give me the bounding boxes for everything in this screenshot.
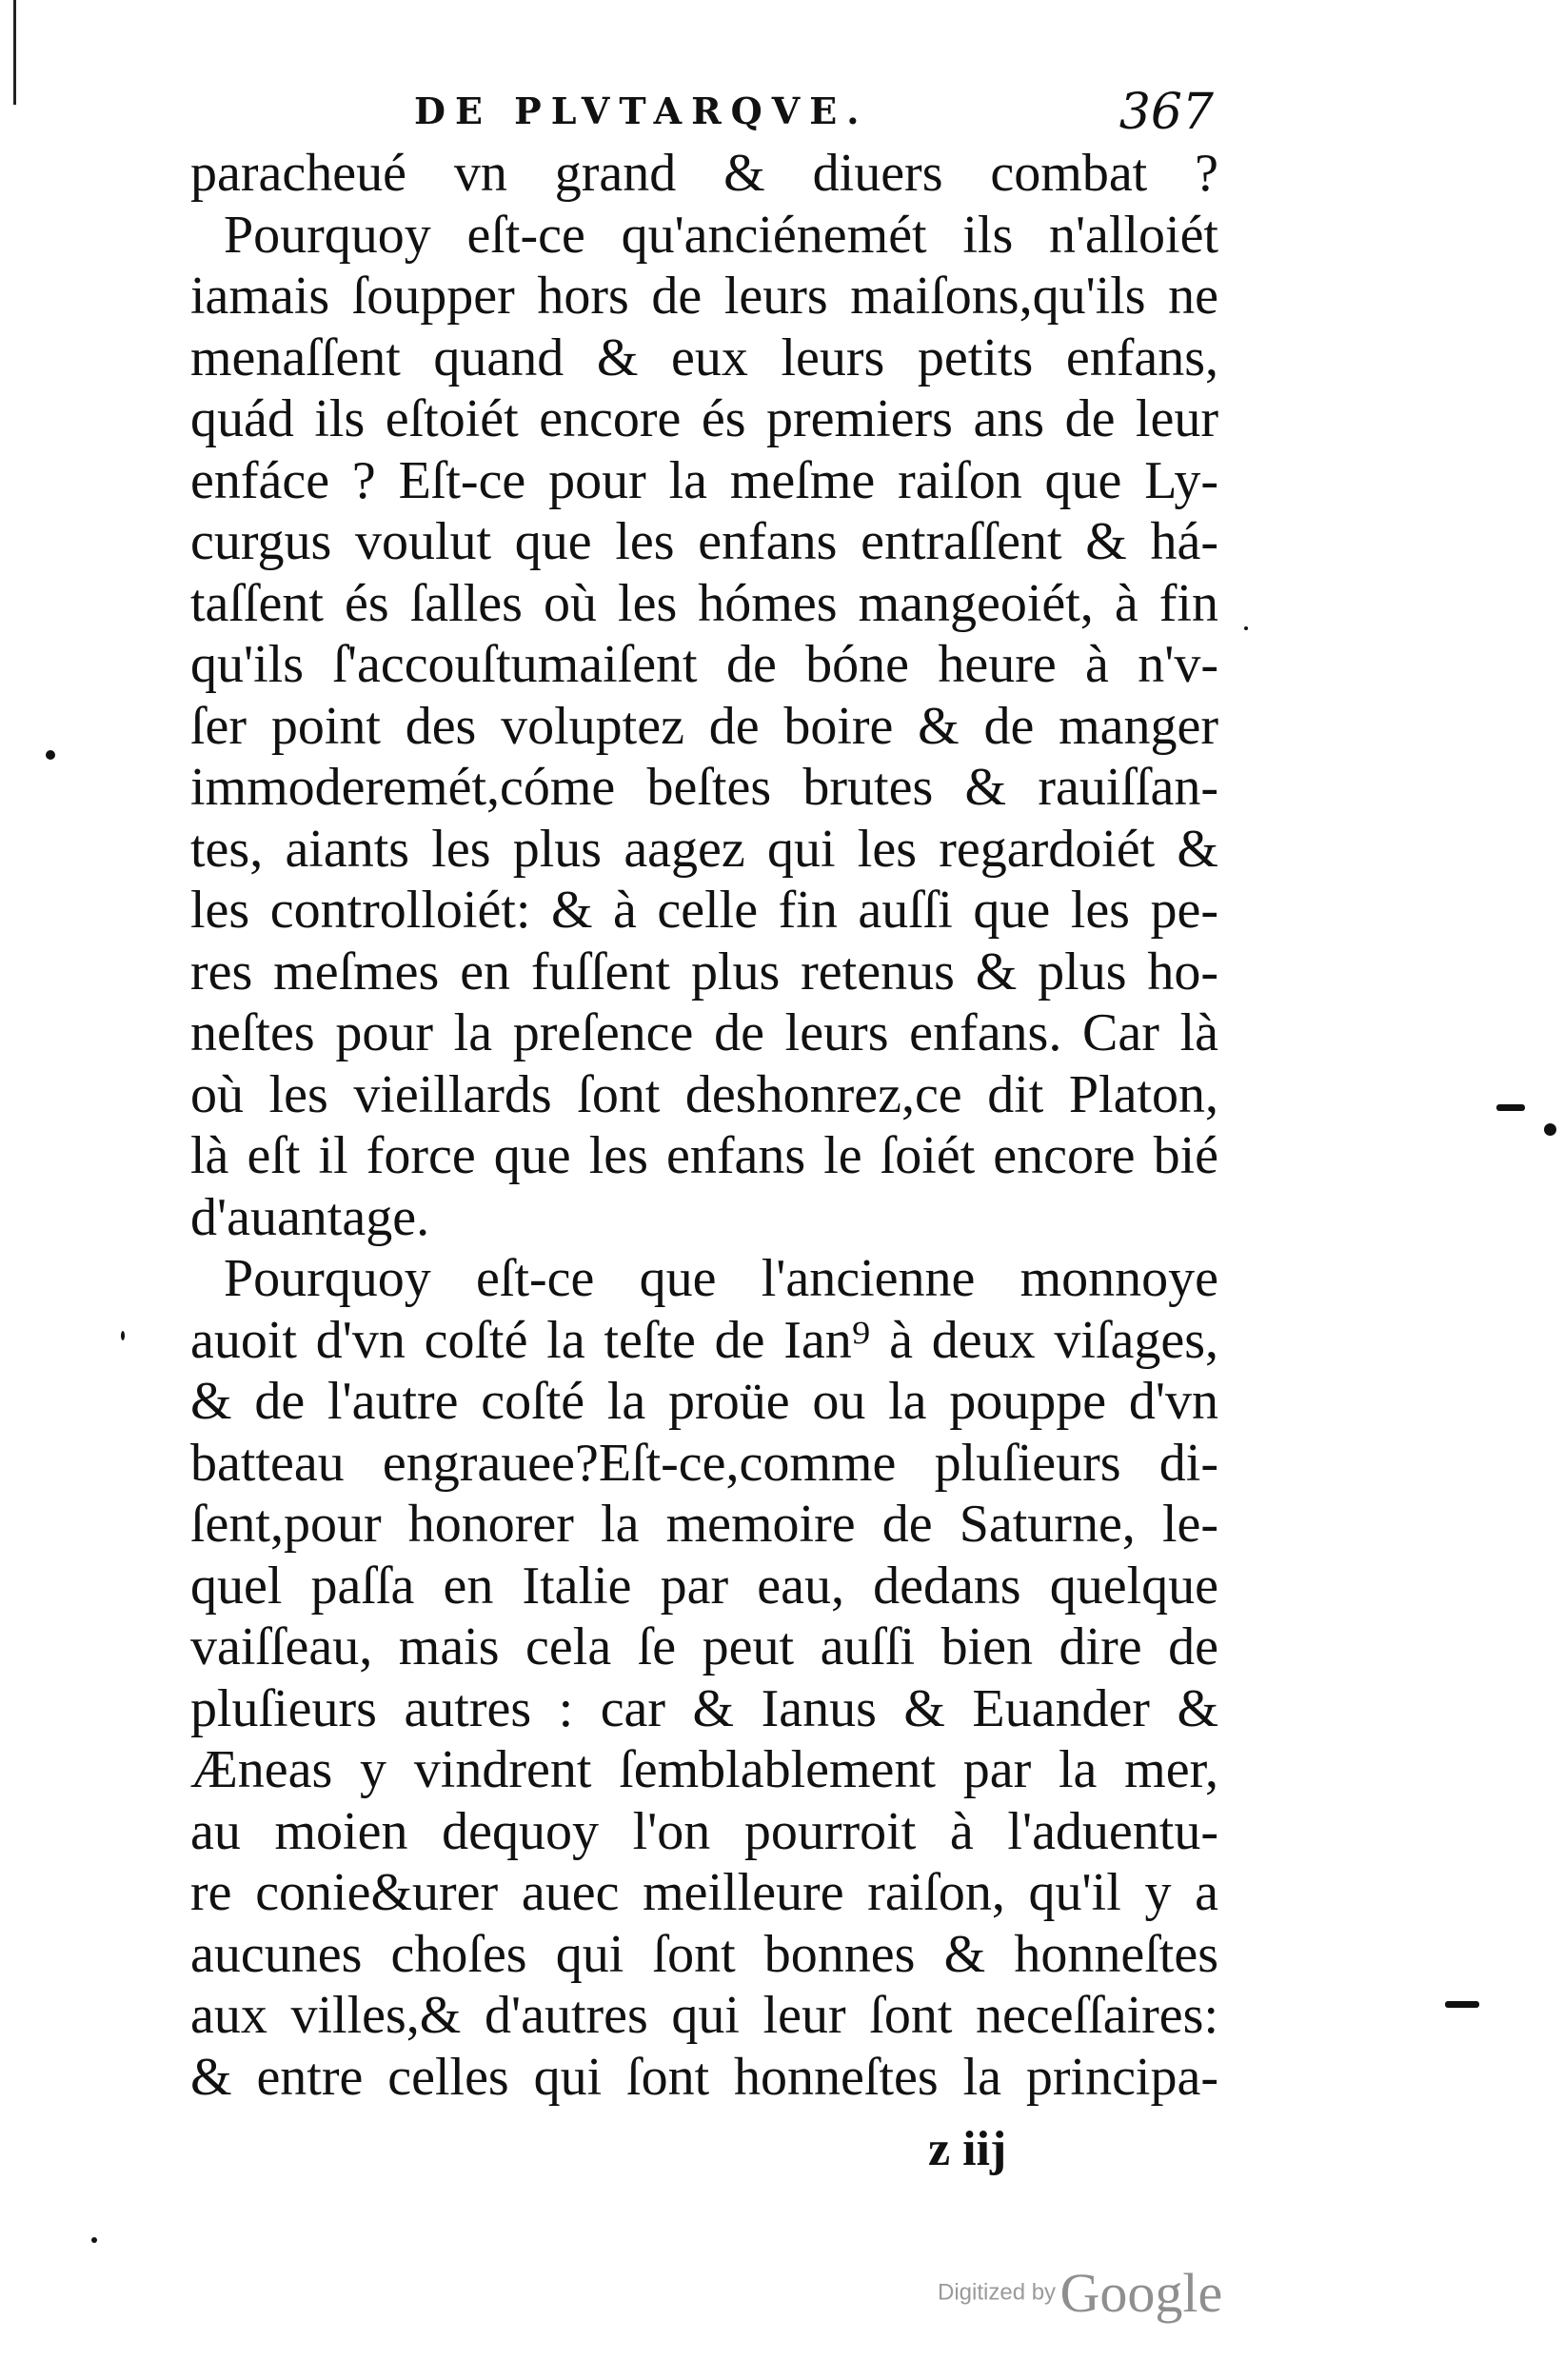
text-line: là eſt il force que les enfans le ſoiét encore bié bbox=[190, 1126, 1218, 1185]
watermark-prefix: Digitized by bbox=[938, 2279, 1057, 2306]
text-line: tes, aiants les plus aagez qui les regardoiét & bbox=[190, 819, 1218, 879]
text-line: les controlloiét: & à celle fin auſſi que les pe- bbox=[190, 881, 1218, 940]
text-line: & de l'autre coſté la proüe ou la pouppe d'vn bbox=[190, 1372, 1218, 1431]
text-line: menaſſent quand & eux leurs petits enfans, bbox=[190, 327, 1218, 387]
text-line: batteau engrauee?Eſt-ce,comme pluſieurs di- bbox=[190, 1433, 1218, 1493]
scan-edge-rule bbox=[13, 0, 16, 105]
running-head: DE PLVTARQVE. bbox=[414, 89, 869, 132]
text-line: vaiſſeau, mais cela ſe peut auſſi bien dire de bbox=[190, 1617, 1218, 1676]
body-text bbox=[190, 143, 1218, 2108]
text-line: aux villes,& d'autres qui leur ſont neceſſaires: bbox=[190, 1986, 1218, 2045]
scan-speck bbox=[1244, 626, 1248, 630]
scan-mark bbox=[1445, 2001, 1479, 2008]
text-line: au moien dequoy l'on pourroit à l'aduentu- bbox=[190, 1801, 1218, 1861]
text-line: qu'ils ſ'accouſtumaiſent de bóne heure à n'v- bbox=[190, 635, 1218, 694]
text-line: d'auantage. bbox=[190, 1187, 430, 1247]
digitized-watermark bbox=[938, 2261, 1222, 2325]
text-line: auoit d'vn coſté la teſte de Ian⁹ à deux viſages, bbox=[190, 1310, 1218, 1370]
text-line: paracheué vn grand & diuers combat ? bbox=[190, 144, 1218, 203]
text-line: enfáce ? Eſt-ce pour la meſme raiſon que Ly- bbox=[190, 450, 1218, 510]
text-line: immoderemét,cóme beſtes brutes & rauiſſan- bbox=[190, 758, 1218, 817]
text-line: où les vieillards ſont deshonrez,ce dit Platon, bbox=[190, 1064, 1218, 1124]
text-line: Pourquoy eſt-ce que l'ancienne monnoye bbox=[224, 1249, 1218, 1308]
text-line: quel paſſa en Italie par eau, dedans quelque bbox=[190, 1556, 1218, 1616]
scan-speck bbox=[46, 750, 55, 760]
text-line: aucunes choſes qui ſont bonnes & honneſtes bbox=[190, 1924, 1218, 1984]
scan-mark bbox=[1496, 1104, 1525, 1111]
scan-speck bbox=[91, 2237, 97, 2243]
text-line: res meſmes en fuſſent plus retenus & plus ho- bbox=[190, 942, 1218, 1002]
text-line: Pourquoy eſt-ce qu'anciénemét ils n'alloiét bbox=[224, 205, 1218, 265]
text-line: ſent,pour honorer la memoire de Saturne, le- bbox=[190, 1495, 1218, 1554]
text-line: & entre celles qui ſont honneſtes la principa- bbox=[190, 2047, 1218, 2107]
page-header bbox=[376, 84, 1214, 150]
text-line: pluſieurs autres : car & Ianus & Euander & bbox=[190, 1678, 1218, 1738]
scan-speck bbox=[1544, 1123, 1556, 1136]
signature-mark: z iij bbox=[928, 2122, 1007, 2176]
text-line: ſer point des voluptez de boire & de manger bbox=[190, 696, 1218, 756]
text-line: iamais ſoupper hors de leurs maiſons,qu'ils ne bbox=[190, 267, 1218, 326]
text-line: curgus voulut que les enfans entraſſent & há- bbox=[190, 512, 1218, 571]
page-number: 367 bbox=[1119, 84, 1214, 141]
text-line: taſſent és ſalles où les hómes mangeoiét, à fin bbox=[190, 573, 1218, 633]
scan-speck bbox=[121, 1331, 125, 1340]
google-logo: Google bbox=[1059, 2262, 1223, 2324]
text-line: quád ils eſtoiét encore és premiers ans de leur bbox=[190, 389, 1218, 448]
text-line: neſtes pour la preſence de leurs enfans. Car là bbox=[190, 1003, 1218, 1062]
text-line: Æneas y vindrent ſemblablement par la mer, bbox=[190, 1740, 1218, 1799]
text-line: re conie&urer auec meilleure raiſon, qu'il y a bbox=[190, 1863, 1218, 1922]
